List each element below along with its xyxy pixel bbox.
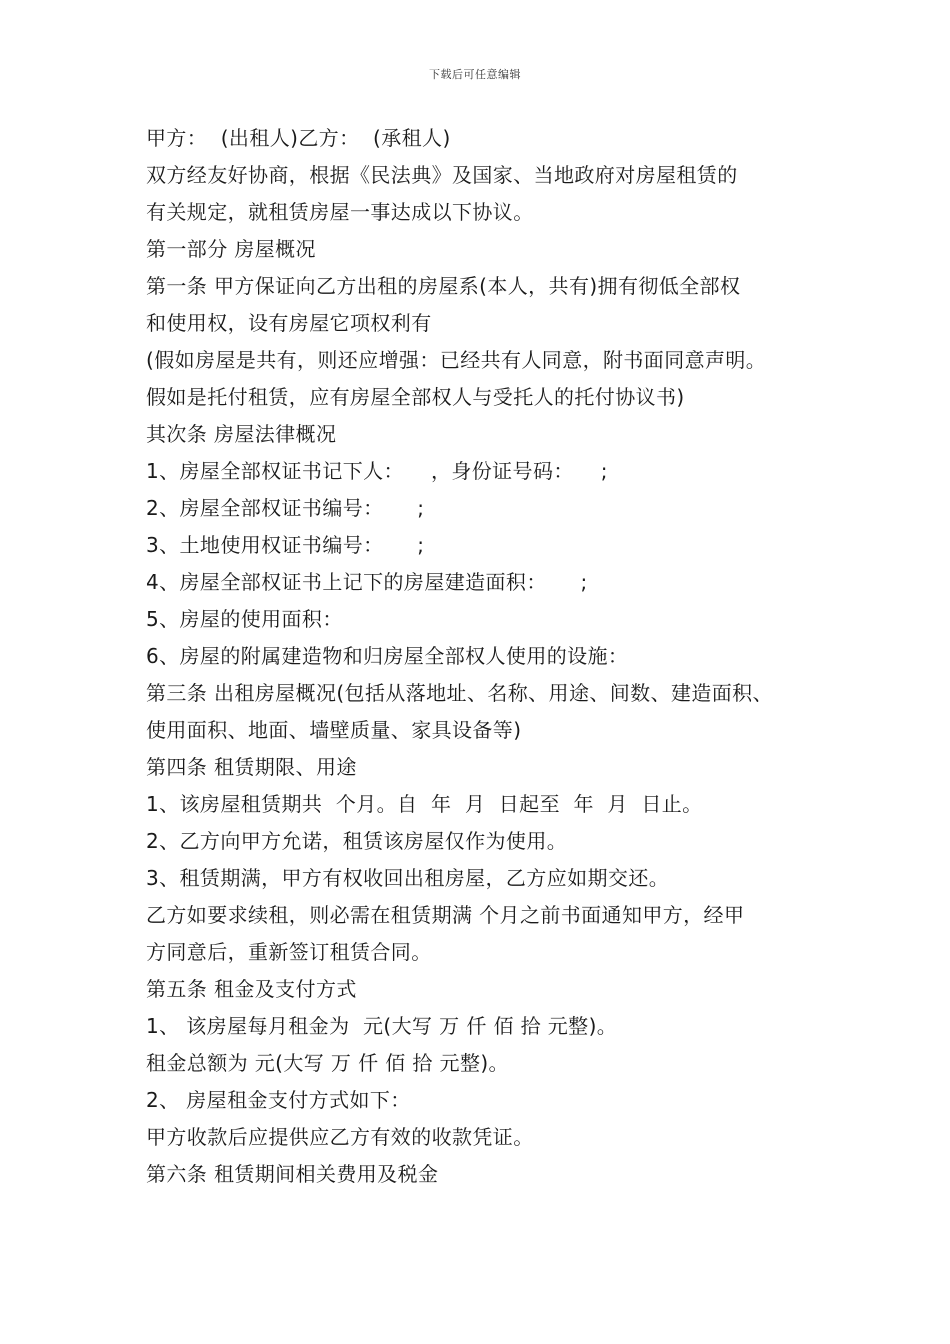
article-two-item-5: 5、房屋的使用面积：	[146, 607, 343, 631]
article-five-heading: 第五条 租金及支付方式	[146, 977, 357, 1001]
header-note: 下载后可任意编辑	[429, 68, 521, 81]
article-five-item-1: 1、 该房屋每月租金为 元(大写 万 仟 佰 拾 元整)。	[146, 1014, 618, 1038]
article-one-note-2: 假如是托付租赁，应有房屋全部权人与受托人的托付协议书)	[146, 385, 685, 409]
article-four-item-2: 2、乙方向甲方允诺，租赁该房屋仅作为使用。	[146, 829, 568, 853]
article-six-heading: 第六条 租赁期间相关费用及税金	[146, 1162, 439, 1186]
article-five-receipt: 甲方收款后应提供应乙方有效的收款凭证。	[146, 1125, 534, 1149]
article-three-line-1: 第三条 出租房屋概况(包括从落地址、名称、用途、间数、建造面积、	[146, 681, 773, 705]
article-one-note-1: (假如房屋是共有，则还应增强：已经共有人同意，附书面同意声明。	[146, 348, 767, 372]
contract-body	[146, 120, 836, 1193]
article-four-renewal-2: 方同意后，重新签订租赁合同。	[146, 940, 432, 964]
section-heading-part-one: 第一部分 房屋概况	[146, 237, 316, 261]
article-two-heading: 其次条 房屋法律概况	[146, 422, 337, 446]
article-two-item-6: 6、房屋的附属建造物和归房屋全部权人使用的设施：	[146, 644, 629, 668]
article-two-item-2: 2、房屋全部权证书编号： ;	[146, 496, 425, 520]
party-line: 甲方： (出租人)乙方： (承租人)	[146, 126, 451, 150]
article-four-heading: 第四条 租赁期限、用途	[146, 755, 357, 779]
article-two-item-1: 1、房屋全部权证书记下人： ，身份证号码： ;	[146, 459, 608, 483]
article-five-total: 租金总额为 元(大写 万 仟 佰 拾 元整)。	[146, 1051, 509, 1075]
article-four-renewal-1: 乙方如要求续租，则必需在租赁期满 个月之前书面通知甲方，经甲	[146, 903, 745, 927]
intro-line-1: 双方经友好协商，根据《民法典》及国家、当地政府对房屋租赁的	[146, 163, 738, 187]
article-two-item-4: 4、房屋全部权证书上记下的房屋建造面积： ;	[146, 570, 588, 594]
article-four-item-3: 3、租赁期满，甲方有权收回出租房屋，乙方应如期交还。	[146, 866, 670, 890]
article-three-line-2: 使用面积、地面、墙壁质量、家具设备等)	[146, 718, 522, 742]
article-one-line-2: 和使用权，设有房屋它项权利有	[146, 311, 432, 335]
article-four-item-1: 1、该房屋租赁期共 个月。自 年 月 日起至 年 月 日止。	[146, 792, 703, 816]
article-one-line-1: 第一条 甲方保证向乙方出租的房屋系(本人，共有)拥有彻低全部权	[146, 274, 741, 298]
intro-line-2: 有关规定，就租赁房屋一事达成以下协议。	[146, 200, 534, 224]
article-five-item-2: 2、 房屋租金支付方式如下：	[146, 1088, 411, 1112]
article-two-item-3: 3、土地使用权证书编号： ;	[146, 533, 425, 557]
